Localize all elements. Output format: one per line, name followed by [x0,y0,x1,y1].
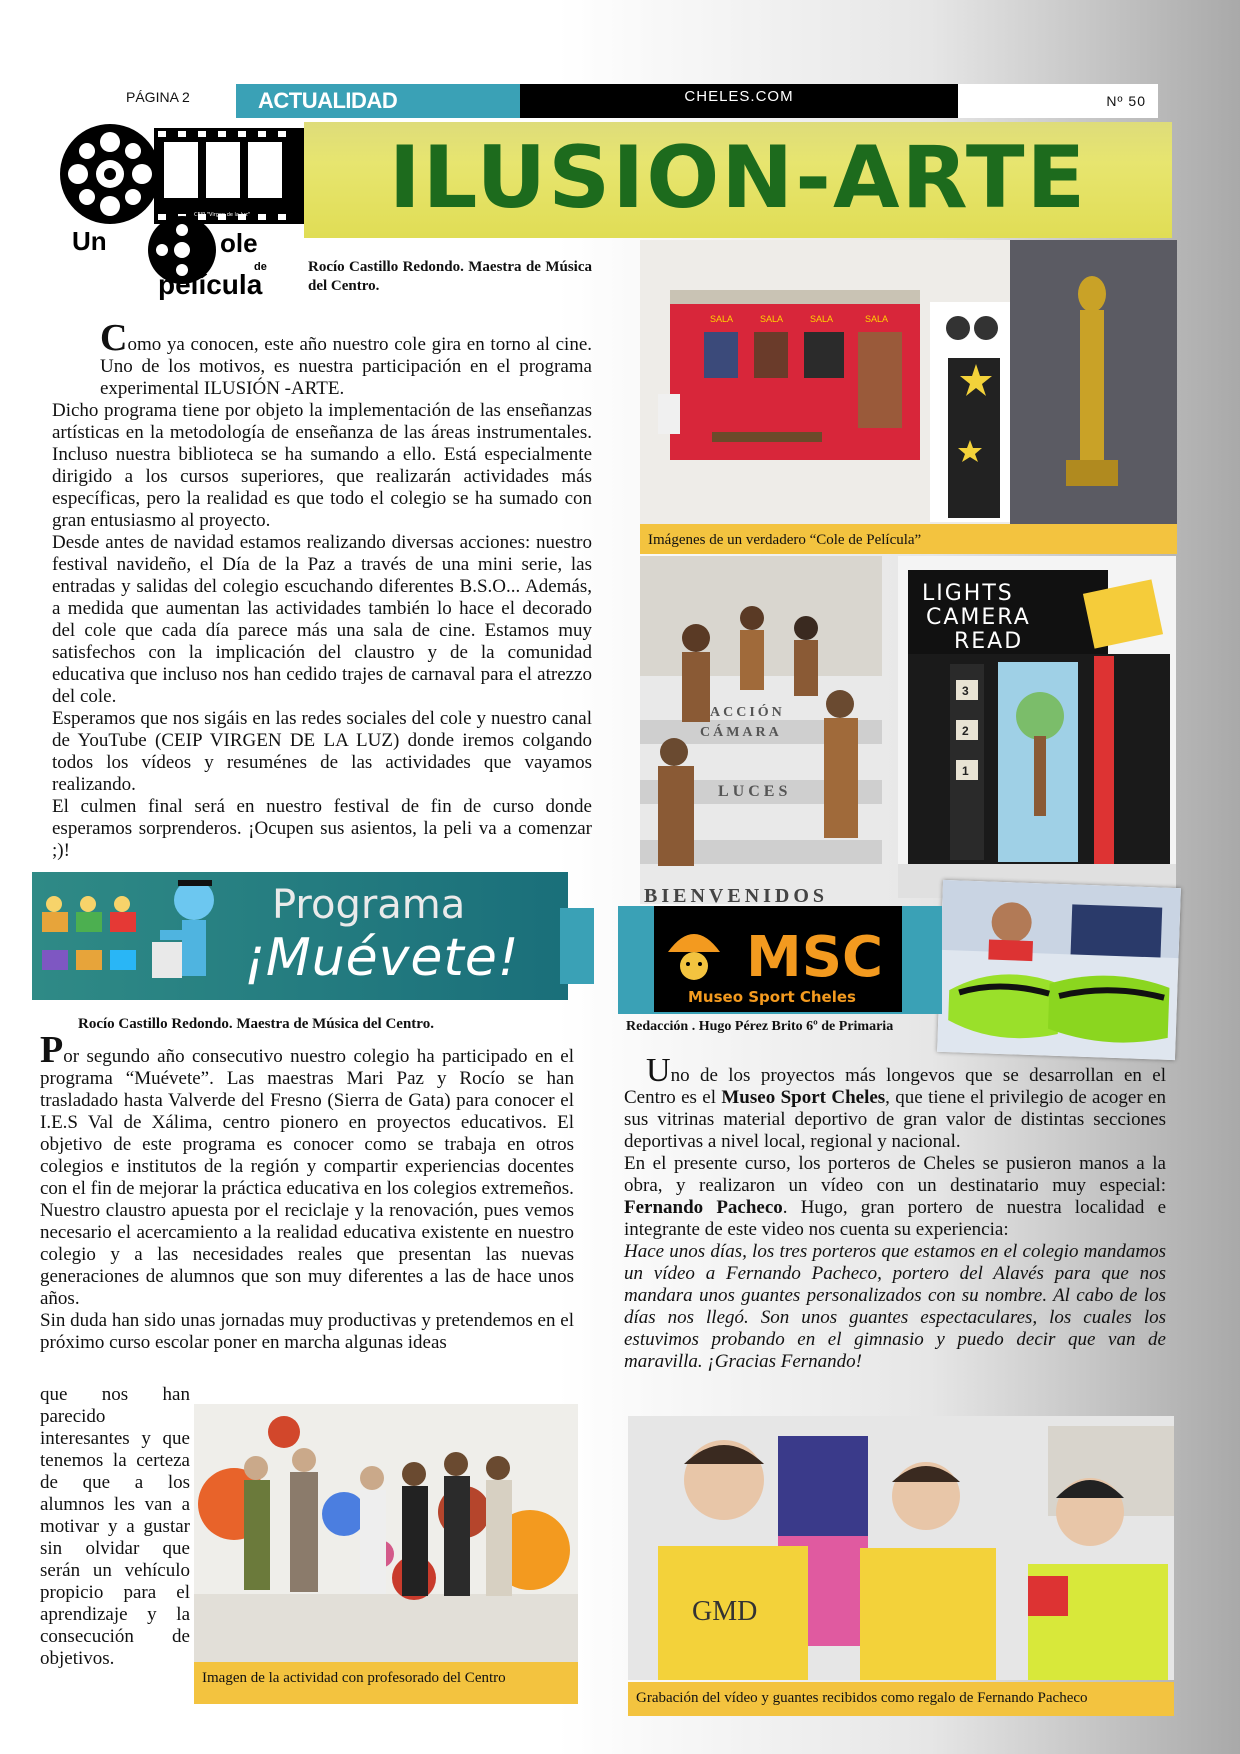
paragraph: Desde antes de navidad estamos realizando diversas acciones: nuestro festival navideño, el Día de la Paz a través de una mini serie, las entradas y salidas del colegio escuchando diferentes B.S.O... Además, a medida que aumentan las actividades también lo hace el decorado del cole que cada día parece más una sala de cine. Estamos muy satisfechos con la implicación del claustro y de la comunidad educativa que incluso nos han cedido trajes de carnaval para el atrezzo del cole. [52,532,592,707]
paragraph: que nos han parecido interesantes y que tenemos la certeza de que a los alumnos les van a motivar y a gustar sin olvidar que serán un vehículo propicio para el aprendizaje y la consecución de objetivos. [40,1384,190,1669]
film-reel-icon [60,124,160,224]
paragraph: Esperamos que nos sigáis en las redes sociales del cole y nuestro canal de YouTube (CEIP VIRGEN DE LA LUZ) donde iremos colgando todos los vídeos y resuménes de las actividades que vayamos realizando. [52,708,592,795]
section-title: ACTUALIDAD [236,84,520,118]
cole-de-pelicula-logo [54,122,304,302]
muevete-article-tail [40,1384,190,1670]
young-goalkeepers-photo [628,1416,1174,1680]
article-title: ILUSION-ARTE [388,128,1088,228]
logo-film-text: CEIP "Virgen de la luz" [194,212,251,218]
paragraph-text: . Hugo, gran portero de nuestra localidad e integrante de este video nos cuenta su experiencia: [624,1197,1166,1240]
cinema-hall-photo [640,240,1177,524]
paragraph [52,317,592,400]
muevete-article-body [40,1029,574,1354]
museum-name: Museo Sport Cheles [721,1087,886,1108]
site-name: CHELES.COM [520,84,958,118]
camera-text: CAMERA [926,605,1031,630]
drop-cap: U [646,1052,671,1089]
paragraph-text: no de los proyectos más longevos que se desarrollan en el Centro es el [624,1065,1166,1108]
goalkeeper-gloves-photo [937,880,1181,1060]
sala-sign: SALA [710,314,734,324]
banner-muevete: ¡Muévete! [244,928,520,988]
sala-sign: SALA [760,314,784,324]
paragraph [40,1029,574,1200]
drop-cap: P [40,1029,64,1071]
photo-caption: Imágenes de un verdadero “Cole de Película” [640,524,1177,554]
article-byline: Rocío Castillo Redondo. Maestra de Música del Centro. [78,1016,434,1032]
logo-pelicula: película [158,269,263,300]
photo-caption: Imagen de la actividad con profesorado del Centro [194,1662,578,1704]
shirt-text: GMD [692,1596,758,1627]
drop-cap: C [100,317,128,359]
issue-number: Nº 50 [958,84,1158,118]
logo-de: de [254,261,267,273]
sala-sign: SALA [810,314,834,324]
article-byline: Rocío Castillo Redondo. Maestra de Música del Centro. [308,259,592,294]
stair-text: LUCES [718,783,792,800]
stair-text: ACCIÓN [710,705,785,720]
accent-strip [560,908,594,984]
ilusion-article-body [52,317,592,862]
msc-logo-text: MSC [746,925,884,990]
bienvenidos-text: BIENVENIDOS [644,885,829,904]
paragraph-text: or segundo año consecutivo nuestro colegio ha participado en el programa “Muévete”. Las maestras Mari Paz y Rocío se han trasladado hasta Valverde del Fresno (Sierra de Gata) para conocer el I.E.S Val de Xálima, centro pionero en proyectos educativos. El objetivo de este programa es conocer como se trabaja en otros colegios e institutos de la región y compartir experiencias docentes con el fin de mejorar la práctica educativa en los colegios extremeños. [40,1046,574,1199]
library-door-photo [898,556,1176,898]
stair-text: CÁMARA [700,725,782,740]
banner-programa: Programa [272,882,466,928]
msc-logo-subtitle: Museo Sport Cheles [688,988,856,1006]
film-strip-icon [154,128,304,224]
svg-text:ole: ole [220,228,258,258]
svg-text:Un: Un [72,226,107,256]
paragraph-text: omo ya conocen, este año nuestro cole gira en torno al cine. Uno de los motivos, es nuestra participación en el programa experimental ILUSIÓN -ARTE. [100,334,592,399]
students-stairs-photo [640,556,882,904]
player-name: Fernando Pacheco [624,1197,783,1218]
paragraph-text: , que tiene el privilegio de acoger en sus vitrinas material deportivo de gran valor de distintas secciones deportivas a nivel local, regional y nacional. [624,1087,1166,1152]
page-number: PÁGINA 2 [118,84,236,118]
paragraph [624,1052,1166,1153]
museo-sport-cheles-logo [654,906,902,1012]
read-text: READ [954,629,1024,654]
paragraph: Nuestro claustro apuesta por el reciclaje y la renovación, pues vemos necesario el acercamiento a la realidad educativa existente en nuestro colegio y a las necesidades reales que presentan las nuevas generaciones de alumnos que son muy diferentes a las de hace unos años. [40,1200,574,1309]
article-byline: Redacción . Hugo Pérez Brito 6º de Primaria [626,1019,894,1034]
paragraph: El culmen final será en nuestro festival de fin de curso donde esperamos sorprenderos. ¡Ocupen sus asientos, la peli va a comenzar ;)! [52,796,592,861]
paragraph: Sin duda han sido unas jornadas muy productivas y pretendemos en el próximo curso escolar poner en marcha algunas ideas [40,1310,574,1353]
ball-mascot-icon [680,952,708,980]
msc-article-body [624,1052,1166,1373]
countdown-2: 2 [962,724,969,738]
paragraph: Dicho programa tiene por objeto la implementación de las enseñanzas artísticas en la metodología de enseñanza de las áreas instrumentales. Incluso nuestra biblioteca se ha sumando a ello. Está especialmente dirigido a los cursos superiores, que realizarán actividades más específicas, pero la realidad es que todo el colegio se ha sumado con gran entusiasmo al proyecto. [52,400,592,531]
ilusion-arte-banner [304,122,1172,238]
countdown-3: 3 [962,684,969,698]
paragraph [624,1153,1166,1241]
quote-paragraph: Hace unos días, los tres porteros que estamos en el colegio mandamos un vídeo a Fernando Pacheco, portero del Alavés para que nos mandara unos guantes personalizados con su nombre. Al cabo de los días nos llegó. Son unos guantes espectaculares, los cuales los estuvimos probando en el gimnasio y puedo decir que van de maravilla. ¡Gracias Fernando! [624,1241,1166,1372]
sala-sign: SALA [865,314,889,324]
lights-text: LIGHTS [922,581,1014,606]
paragraph-text: En el presente curso, los porteros de Cheles se pusieron manos a la obra, y realizaron un vídeo con un destinatario muy especial: [624,1153,1166,1196]
countdown-1: 1 [962,764,969,778]
photo-caption: Grabación del vídeo y guantes recibidos como regalo de Fernando Pacheco [628,1682,1174,1716]
muevete-banner [32,872,568,1000]
teachers-planets-photo [194,1404,578,1662]
